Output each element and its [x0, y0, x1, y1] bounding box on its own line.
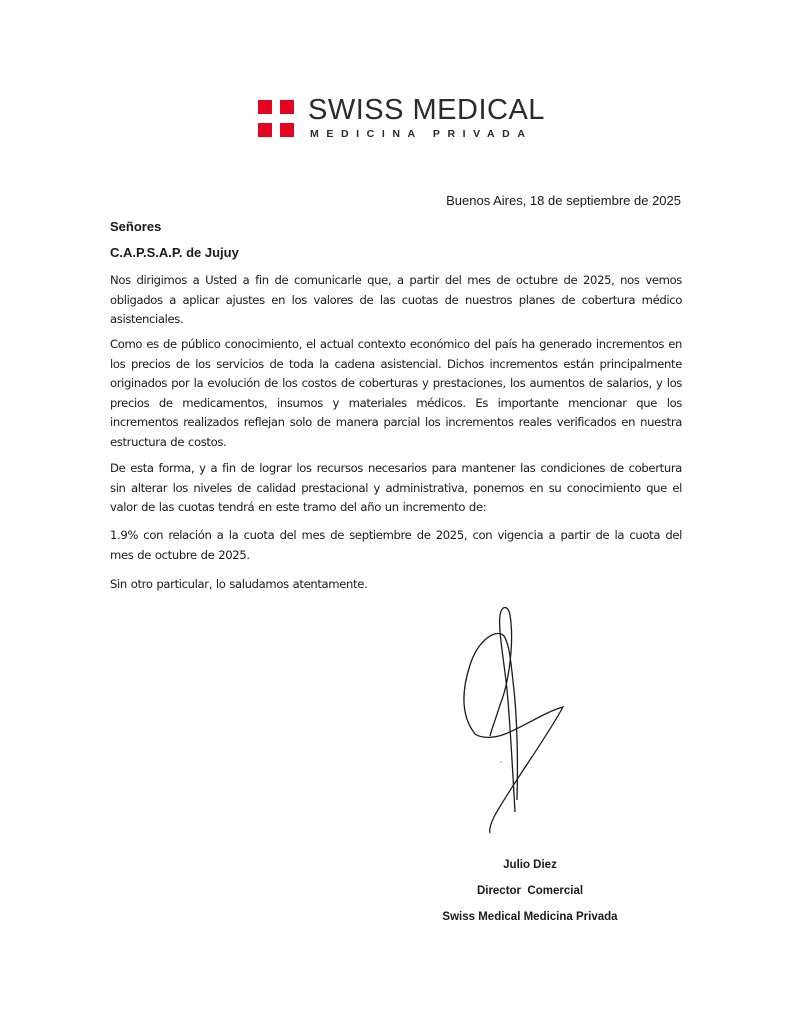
paragraph-text: Como es de público conocimiento, el actual contexto económico del país ha generado incrementos en los precios de los servicios de toda la cadena asistencial. Dichos incrementos están principalmente originados por la evolución de los costos de coberturas y prestaciones, los aumentos de salarios, y los precios de medicamentos, insumos y materiales médicos. Es importante mencionar que los incrementos realizados reflejan solo de manera parcial los incrementos reales verificados en nuestra estructura de costos. — [110, 337, 682, 449]
logo-square-icon — [258, 123, 272, 137]
signature-dot — [500, 761, 502, 763]
paragraph-1 — [110, 271, 682, 330]
signature-stroke — [490, 608, 515, 813]
signer-name: Julio Diez — [503, 859, 557, 871]
brand-name: SWISS MEDICAL — [308, 94, 545, 126]
signer-title: Director Comercial — [476, 885, 584, 897]
paragraph-text: De esta forma, y a fin de lograr los recursos necesarios para mantener las condiciones de cobertura sin alterar los niveles de calidad prestacional y administrativa, ponemos en su conocimiento que el valor de las cuotas tendrá en este tramo del año un incremento de: — [110, 461, 682, 514]
date-line: Buenos Aires, 18 de septiembre de 2025 — [446, 193, 681, 208]
paragraph-4 — [110, 526, 682, 565]
salutation: Señores — [110, 219, 162, 234]
paragraph-text: Sin otro particular, lo saludamos atentamente. — [110, 577, 368, 591]
paragraph-text: 1.9% con relación a la cuota del mes de septiembre de 2025, con vigencia a partir de la cuota del mes de octubre de 2025. — [110, 528, 682, 562]
paragraph-2 — [110, 335, 682, 452]
signer-company: Swiss Medical Medicina Privada — [442, 911, 618, 923]
logo-square-icon — [280, 123, 294, 137]
paragraph-5 — [110, 575, 682, 595]
logo-square-icon — [280, 100, 294, 114]
handwritten-signature — [440, 595, 590, 840]
recipient: C.A.P.S.A.P. de Jujuy — [110, 245, 239, 260]
paragraph-3 — [110, 459, 682, 518]
signature-stroke — [464, 634, 563, 833]
swiss-medical-logo — [258, 94, 545, 141]
brand-subtitle: MEDICINA PRIVADA — [310, 128, 533, 140]
paragraph-text: Nos dirigimos a Usted a fin de comunicarle que, a partir del mes de octubre de 2025, nos vemos obligados a aplicar ajustes en los valores de las cuotas de nuestros planes de cobertura médico asistenciales. — [110, 273, 682, 326]
logo-square-icon — [258, 100, 272, 114]
